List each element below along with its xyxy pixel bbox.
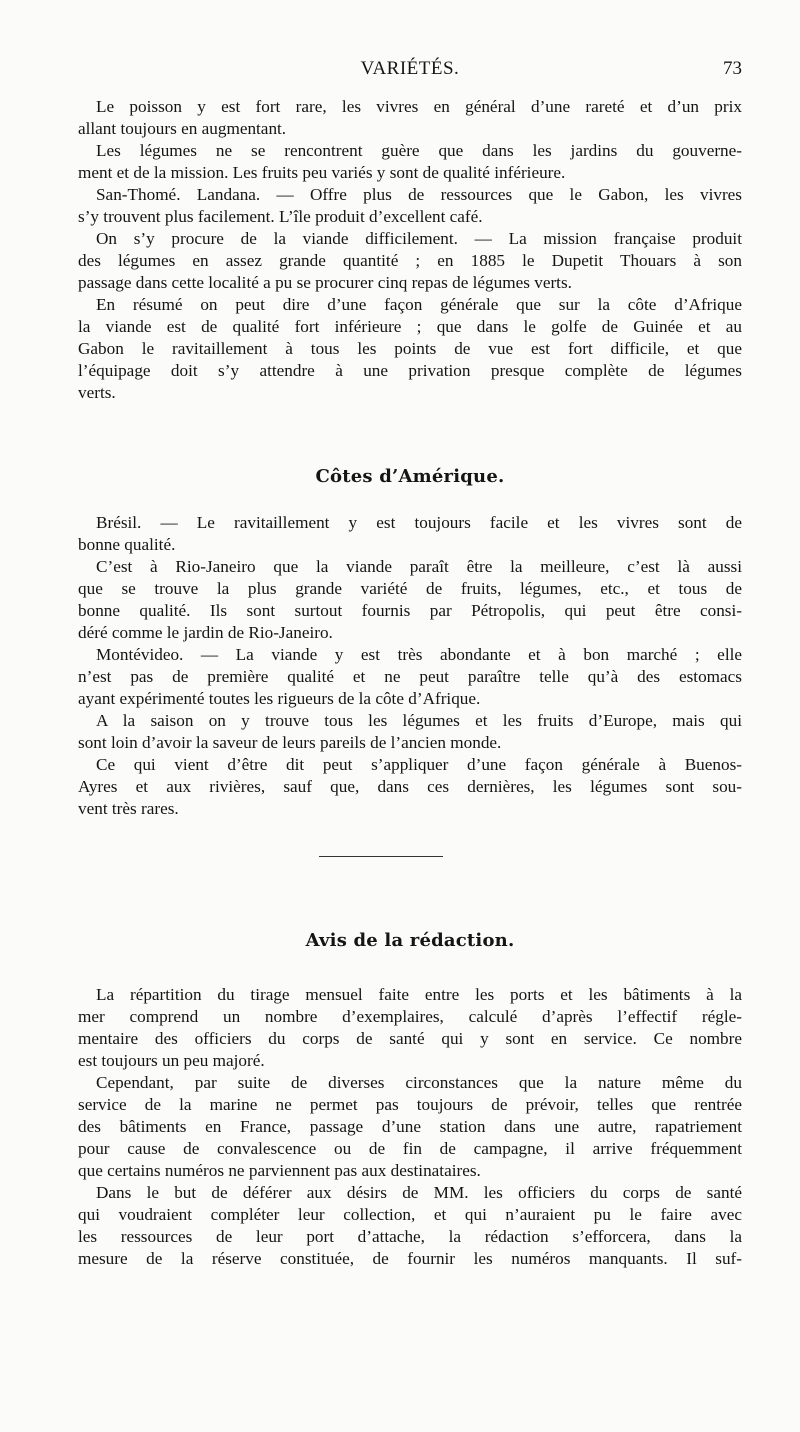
text-line: allant toujours en augmentant. [78,119,287,138]
text-line: qui voudraient compléter leur collection, et qui n’auraient pu le faire avec [78,1205,742,1224]
section-americas-text [78,512,742,820]
section-divider [319,856,443,857]
text-line: vent très rares. [78,799,179,818]
text-line: est toujours un peu majoré. [78,1051,265,1070]
text-line: sont loin d’avoir la saveur de leurs pareils de l’ancien monde. [78,733,502,752]
running-title: VARIÉTÉS. [360,58,460,79]
text-line-san-thome: San-Thomé. Landana. — Offre plus de ressources que le Gabon, les vivres [96,185,742,204]
text-line: passage dans cette localité a pu se procurer cinq repas de légumes verts. [78,273,572,292]
page-number: 73 [723,58,742,79]
text-line: A la saison on y trouve tous les légumes et les fruits d’Europe, mais qui [96,711,742,730]
text-line: En résumé on peut dire d’une façon générale que sur la côte d’Afrique [96,295,742,314]
text-line: que certains numéros ne parviennent pas aux destinataires. [78,1161,481,1180]
text-line: Le poisson y est fort rare, les vivres en général d’une rareté et d’un prix [96,97,742,116]
text-line: pour cause de convalescence ou de fin de campagne, il arrive fréquemment [78,1139,742,1158]
text-line: mer comprend un nombre d’exemplaires, calculé d’après l’effectif régle- [78,1007,742,1026]
text-line: l’équipage doit s’y attendre à une privation presque complète de légumes [78,361,742,380]
running-head [78,58,742,86]
text-line: s’y trouvent plus facilement. L’île produit d’excellent café. [78,207,483,226]
text-line: service de la marine ne permet pas toujours de prévoir, telles que rentrée [78,1095,742,1114]
text-line: Les légumes ne se rencontrent guère que dans les jardins du gouverne- [96,141,742,160]
text-line: On s’y procure de la viande difficilement. — La mission française produit [96,229,742,248]
editorial-notice-text [78,984,742,1270]
text-line: n’est pas de première qualité et ne peut paraître telle qu’à des estomacs [78,667,742,686]
text-line: Ayres et aux rivières, sauf que, dans ces dernières, les légumes sont sou- [78,777,742,796]
text-line: C’est à Rio-Janeiro que la viande paraît être la meilleure, c’est là aussi [96,557,742,576]
text-line: Gabon le ravitaillement à tous les points de vue est fort difficile, et que [78,339,742,358]
text-line: mentaire des officiers du corps de santé qui y sont en service. Ce nombre [78,1029,742,1048]
text-line: Dans le but de déférer aux désirs de MM. les officiers du corps de santé [96,1183,742,1202]
section-africa-text [78,96,742,404]
text-line: des légumes en assez grande quantité ; en 1885 le Dupetit Thouars à son [78,251,742,270]
text-line: la viande est de qualité fort inférieure ; que dans le golfe de Guinée et au [78,317,742,336]
text-line: bonne qualité. [78,535,176,554]
text-line: ayant expérimenté toutes les rigueurs de la côte d’Afrique. [78,689,481,708]
text-line: La répartition du tirage mensuel faite entre les ports et les bâtiments à la [96,985,742,1004]
text-line: verts. [78,383,116,402]
text-line: que se trouve la plus grande variété de fruits, légumes, etc., et tous de [78,579,742,598]
text-line: Ce qui vient d’être dit peut s’appliquer d’une façon générale à Buenos- [96,755,742,774]
text-line: ment et de la mission. Les fruits peu variés y sont de qualité inférieure. [78,163,566,182]
text-line-bresil: Brésil. — Le ravitaillement y est toujours facile et les vivres sont de [96,513,742,532]
section-heading-editorial-notice: Avis de la rédaction. [305,930,515,951]
section-heading-americas: Côtes d’Amérique. [315,466,505,487]
text-line: déré comme le jardin de Rio-Janeiro. [78,623,333,642]
text-line: les ressources de leur port d’attache, la rédaction s’efforcera, dans la [78,1227,742,1246]
text-line: bonne qualité. Ils sont surtout fournis par Pétropolis, qui peut être consi- [78,601,742,620]
text-line: des bâtiments en France, passage d’une station dans une autre, rapatriement [78,1117,742,1136]
text-line-montevideo: Montévideo. — La viande y est très abondante et à bon marché ; elle [96,645,742,664]
text-line: mesure de la réserve constituée, de fournir les numéros manquants. Il suf- [78,1249,742,1268]
text-line: Cependant, par suite de diverses circonstances que la nature même du [96,1073,742,1092]
